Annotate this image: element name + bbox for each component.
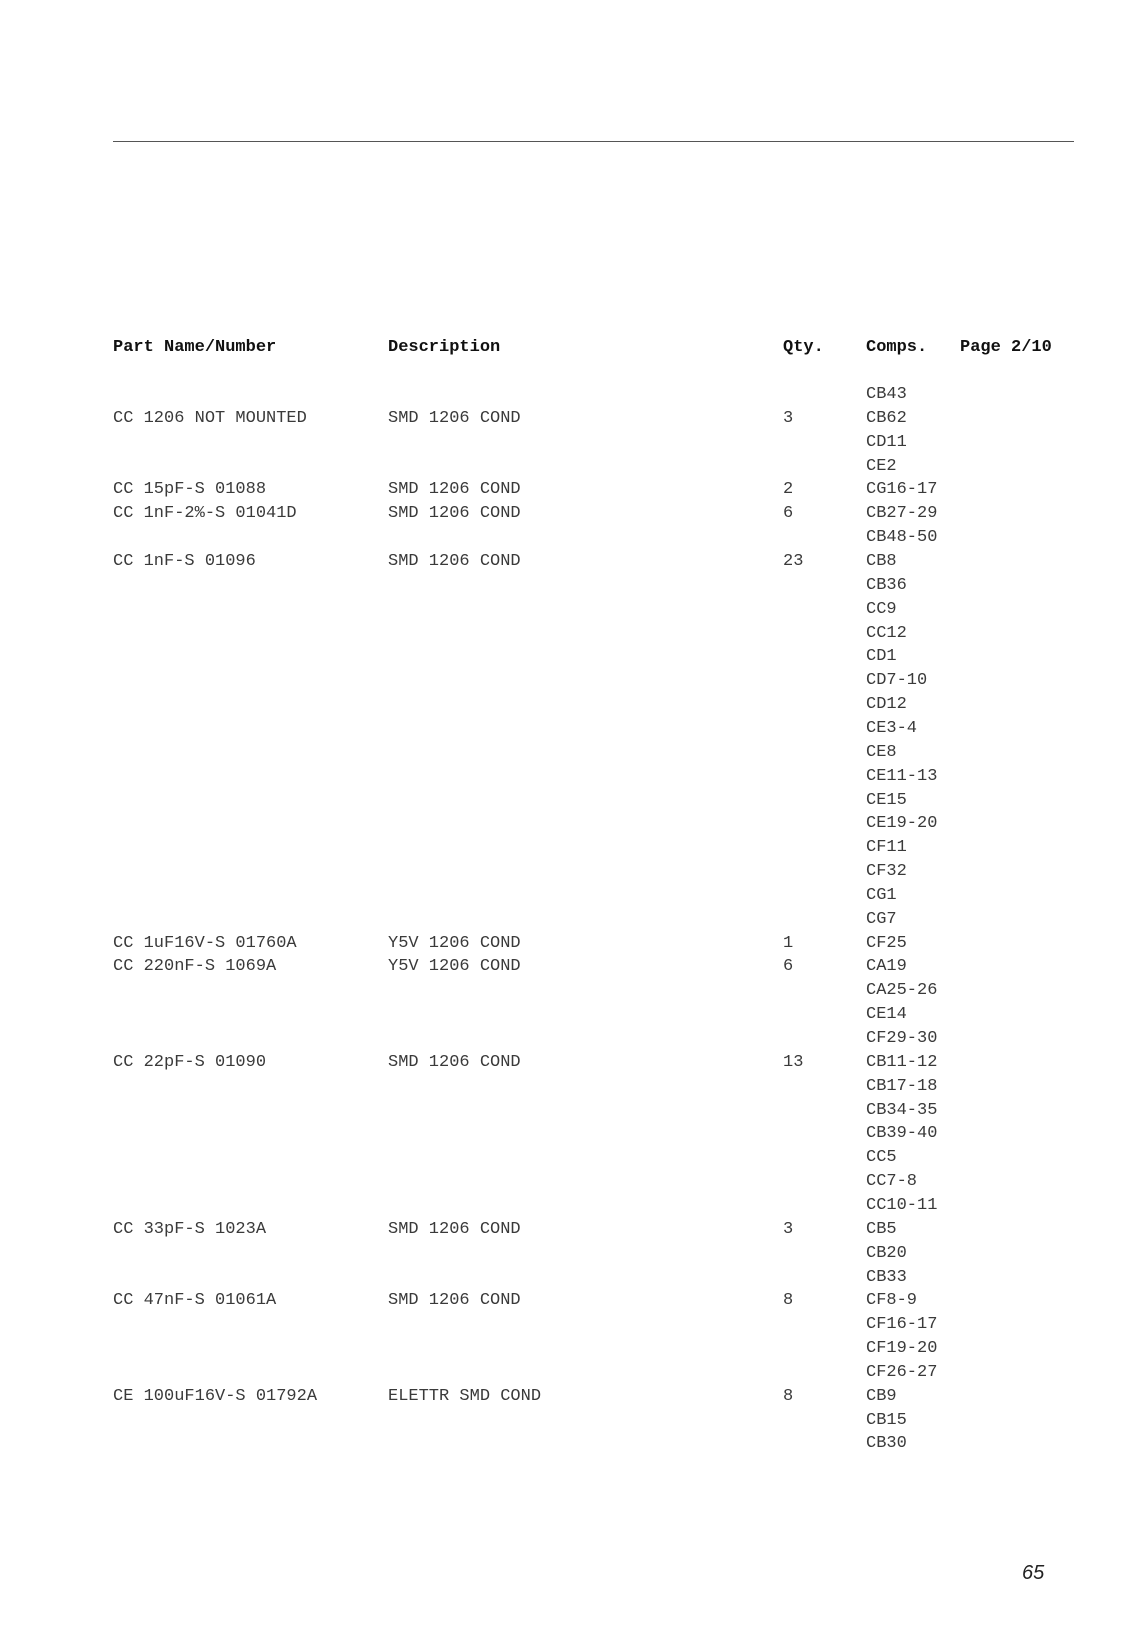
- component-ref: CF29-30: [866, 1029, 938, 1048]
- component-ref: CB39-40: [866, 1124, 938, 1144]
- component-ref: CB11-12: [866, 1052, 938, 1072]
- quantity: 23: [783, 552, 804, 571]
- component-ref: CE2: [866, 456, 897, 476]
- component-ref: CB33: [866, 1267, 907, 1287]
- description: SMD 1206 COND: [388, 1291, 521, 1311]
- quantity: 3: [783, 408, 794, 428]
- component-ref: CE14: [866, 1005, 907, 1025]
- column-header-description: Description: [388, 338, 501, 357]
- part-number: CC 33pF-S 1023A: [113, 1219, 267, 1239]
- page-indicator: Page 2/10: [960, 338, 1052, 357]
- quantity: 8: [783, 1291, 794, 1311]
- component-ref: CE19-20: [866, 814, 938, 834]
- component-ref: CF32: [866, 862, 907, 881]
- component-ref: CB48-50: [866, 528, 938, 548]
- part-number: CC 22pF-S 01090: [113, 1052, 267, 1072]
- part-number: CC 47nF-S 01061A: [113, 1291, 277, 1311]
- component-ref: CB8: [866, 552, 897, 571]
- quantity: 8: [783, 1386, 794, 1406]
- component-ref: CE15: [866, 790, 907, 810]
- description: SMD 1206 COND: [388, 480, 521, 500]
- component-ref: CC10-11: [866, 1195, 938, 1215]
- part-number: CC 1nF-S 01096: [113, 552, 256, 571]
- column-header-qty: Qty.: [783, 338, 824, 357]
- component-ref: CE3-4: [866, 718, 918, 738]
- component-ref: CC5: [866, 1148, 897, 1168]
- component-ref: CB17-18: [866, 1076, 938, 1096]
- description: Y5V 1206 COND: [388, 957, 521, 977]
- component-ref: CC12: [866, 623, 907, 643]
- component-ref: CA19: [866, 957, 907, 977]
- part-number: CC 15pF-S 01088: [113, 480, 267, 500]
- description: SMD 1206 COND: [388, 552, 521, 571]
- component-ref: CF8-9: [866, 1291, 918, 1311]
- component-ref: CG16-17: [866, 480, 938, 500]
- component-ref: CB27-29: [866, 504, 938, 524]
- component-ref: CG7: [866, 909, 897, 929]
- description: SMD 1206 COND: [388, 1052, 521, 1072]
- description: Y5V 1206 COND: [388, 933, 521, 953]
- quantity: 2: [783, 480, 794, 500]
- component-ref: CB62: [866, 408, 907, 428]
- quantity: 13: [783, 1052, 804, 1072]
- quantity: 3: [783, 1219, 794, 1239]
- component-ref: CF19-20: [866, 1339, 938, 1358]
- description: SMD 1206 COND: [388, 504, 521, 524]
- component-ref: CE8: [866, 742, 897, 762]
- part-number: CC 1nF-2%-S 01041D: [113, 504, 297, 524]
- component-ref: CA25-26: [866, 981, 938, 1001]
- component-ref: CF25: [866, 933, 907, 953]
- description: SMD 1206 COND: [388, 408, 521, 428]
- component-ref: CB34-35: [866, 1100, 938, 1120]
- page-number: 65: [1022, 1562, 1045, 1584]
- component-ref: CD12: [866, 695, 907, 714]
- component-ref: CB9: [866, 1386, 897, 1406]
- component-ref: CC7-8: [866, 1172, 918, 1192]
- component-ref: CB30: [866, 1434, 907, 1454]
- component-ref: CB5: [866, 1219, 897, 1239]
- description: ELETTR SMD COND: [388, 1386, 542, 1406]
- component-ref: CD1: [866, 647, 897, 667]
- quantity: 6: [783, 957, 794, 977]
- component-ref: CD7-10: [866, 671, 928, 691]
- component-ref: CC9: [866, 599, 897, 619]
- component-ref: CB15: [866, 1410, 907, 1430]
- quantity: 6: [783, 504, 794, 524]
- part-number: CE 100uF16V-S 01792A: [113, 1386, 318, 1406]
- part-number: CC 1uF16V-S 01760A: [113, 933, 297, 953]
- column-header-comps: Comps.: [866, 338, 928, 357]
- quantity: 1: [783, 933, 794, 953]
- column-header-part: Part Name/Number: [113, 338, 277, 357]
- part-number: CC 1206 NOT MOUNTED: [113, 408, 307, 428]
- header-rule: [113, 141, 1074, 142]
- component-ref: CG1: [866, 885, 897, 905]
- component-ref: CE11-13: [866, 766, 938, 786]
- component-ref: CF11: [866, 838, 907, 858]
- component-ref: CB20: [866, 1243, 907, 1263]
- component-ref: CB36: [866, 575, 907, 595]
- component-ref: CB43: [866, 385, 907, 404]
- component-ref: CF26-27: [866, 1362, 938, 1382]
- description: SMD 1206 COND: [388, 1219, 521, 1239]
- component-ref: CD11: [866, 432, 907, 452]
- part-number: CC 220nF-S 1069A: [113, 957, 277, 977]
- component-ref: CF16-17: [866, 1315, 938, 1335]
